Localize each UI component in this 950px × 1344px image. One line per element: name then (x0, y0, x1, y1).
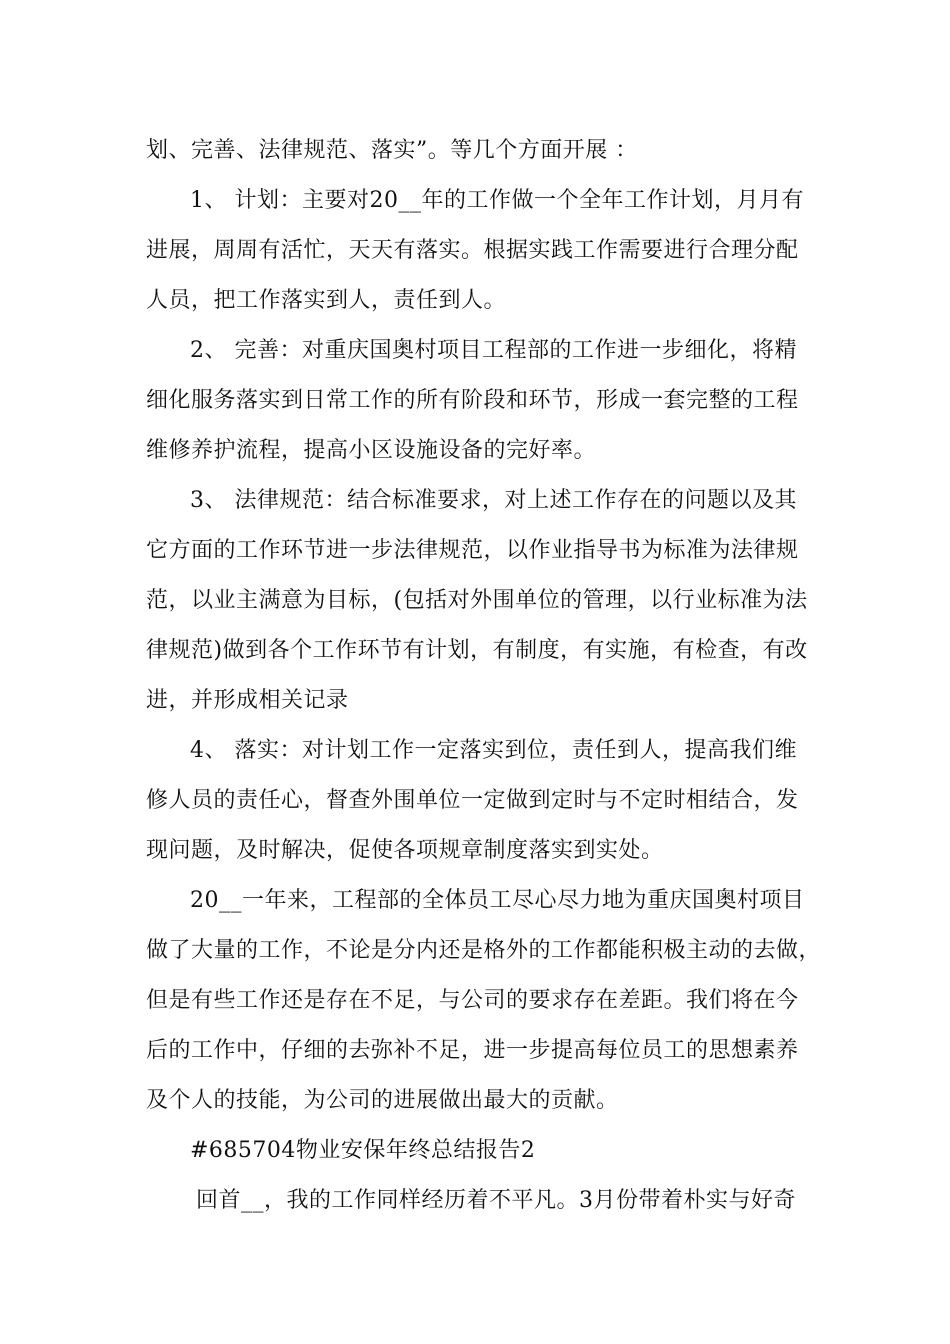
text-line: 2、 完善：对重庆国奥村项目工程部的工作进一步细化，将精 (190, 338, 797, 363)
text-line: 划、完善、法律规范、落实”。等几个方面开展 ： (146, 138, 638, 163)
text-line: 维修养护流程，提高小区设施设备的完好率。 (146, 438, 597, 463)
section-heading: #685704物业安保年终总结报告2 (190, 1138, 536, 1163)
text-line: 3、 法律规范：结合标准要求，对上述工作存在的问题以及其 (190, 488, 797, 513)
text-line: 现问题，及时解决，促使各项规章制度落实到实处。 (146, 838, 664, 863)
text-line: 4、 落实：对计划工作一定落实到位，责任到人，提高我们维 (190, 738, 797, 763)
text-line: 人员，把工作落实到人，责任到人。 (146, 288, 507, 313)
text-line: 进展，周周有活忙，天天有落实。根据实践工作需要进行合理分配 (146, 238, 799, 263)
text-line: 后的工作中，仔细的去弥补不足，进一步提高每位员工的思想素养 (146, 1038, 799, 1063)
text-line: 律规范)做到各个工作环节有计划，有制度，有实施，有检查，有改 (146, 638, 808, 663)
text-line: 它方面的工作环节进一步法律规范，以作业指导书为标准为法律规 (146, 538, 799, 563)
text-line: 20__一年来，工程部的全体员工尽心尽力地为重庆国奥村项目 (190, 888, 805, 913)
text-line: 及个人的技能，为公司的进展做出最大的贡献。 (146, 1088, 619, 1113)
text-line: 但是有些工作还是存在不足，与公司的要求存在差距。我们将在今 (146, 988, 799, 1013)
text-line: 细化服务落实到日常工作的所有阶段和环节，形成一套完整的工程 (146, 388, 799, 413)
text-line: 修人员的责任心，督查外围单位一定做到定时与不定时相结合，发 (146, 788, 799, 813)
text-line: 进，并形成相关记录 (146, 688, 349, 713)
text-line: 1、 计划：主要对20__年的工作做一个全年工作计划，月月有 (190, 188, 804, 213)
text-line: 做了大量的工作，不论是分内还是格外的工作都能积极主动的去做， (146, 938, 822, 963)
text-line: 回首__，我的工作同样经历着不平凡。3月份带着朴实与好奇 (196, 1188, 796, 1213)
text-line: 范，以业主满意为目标，(包括对外围单位的管理，以行业标准为法 (146, 588, 808, 613)
